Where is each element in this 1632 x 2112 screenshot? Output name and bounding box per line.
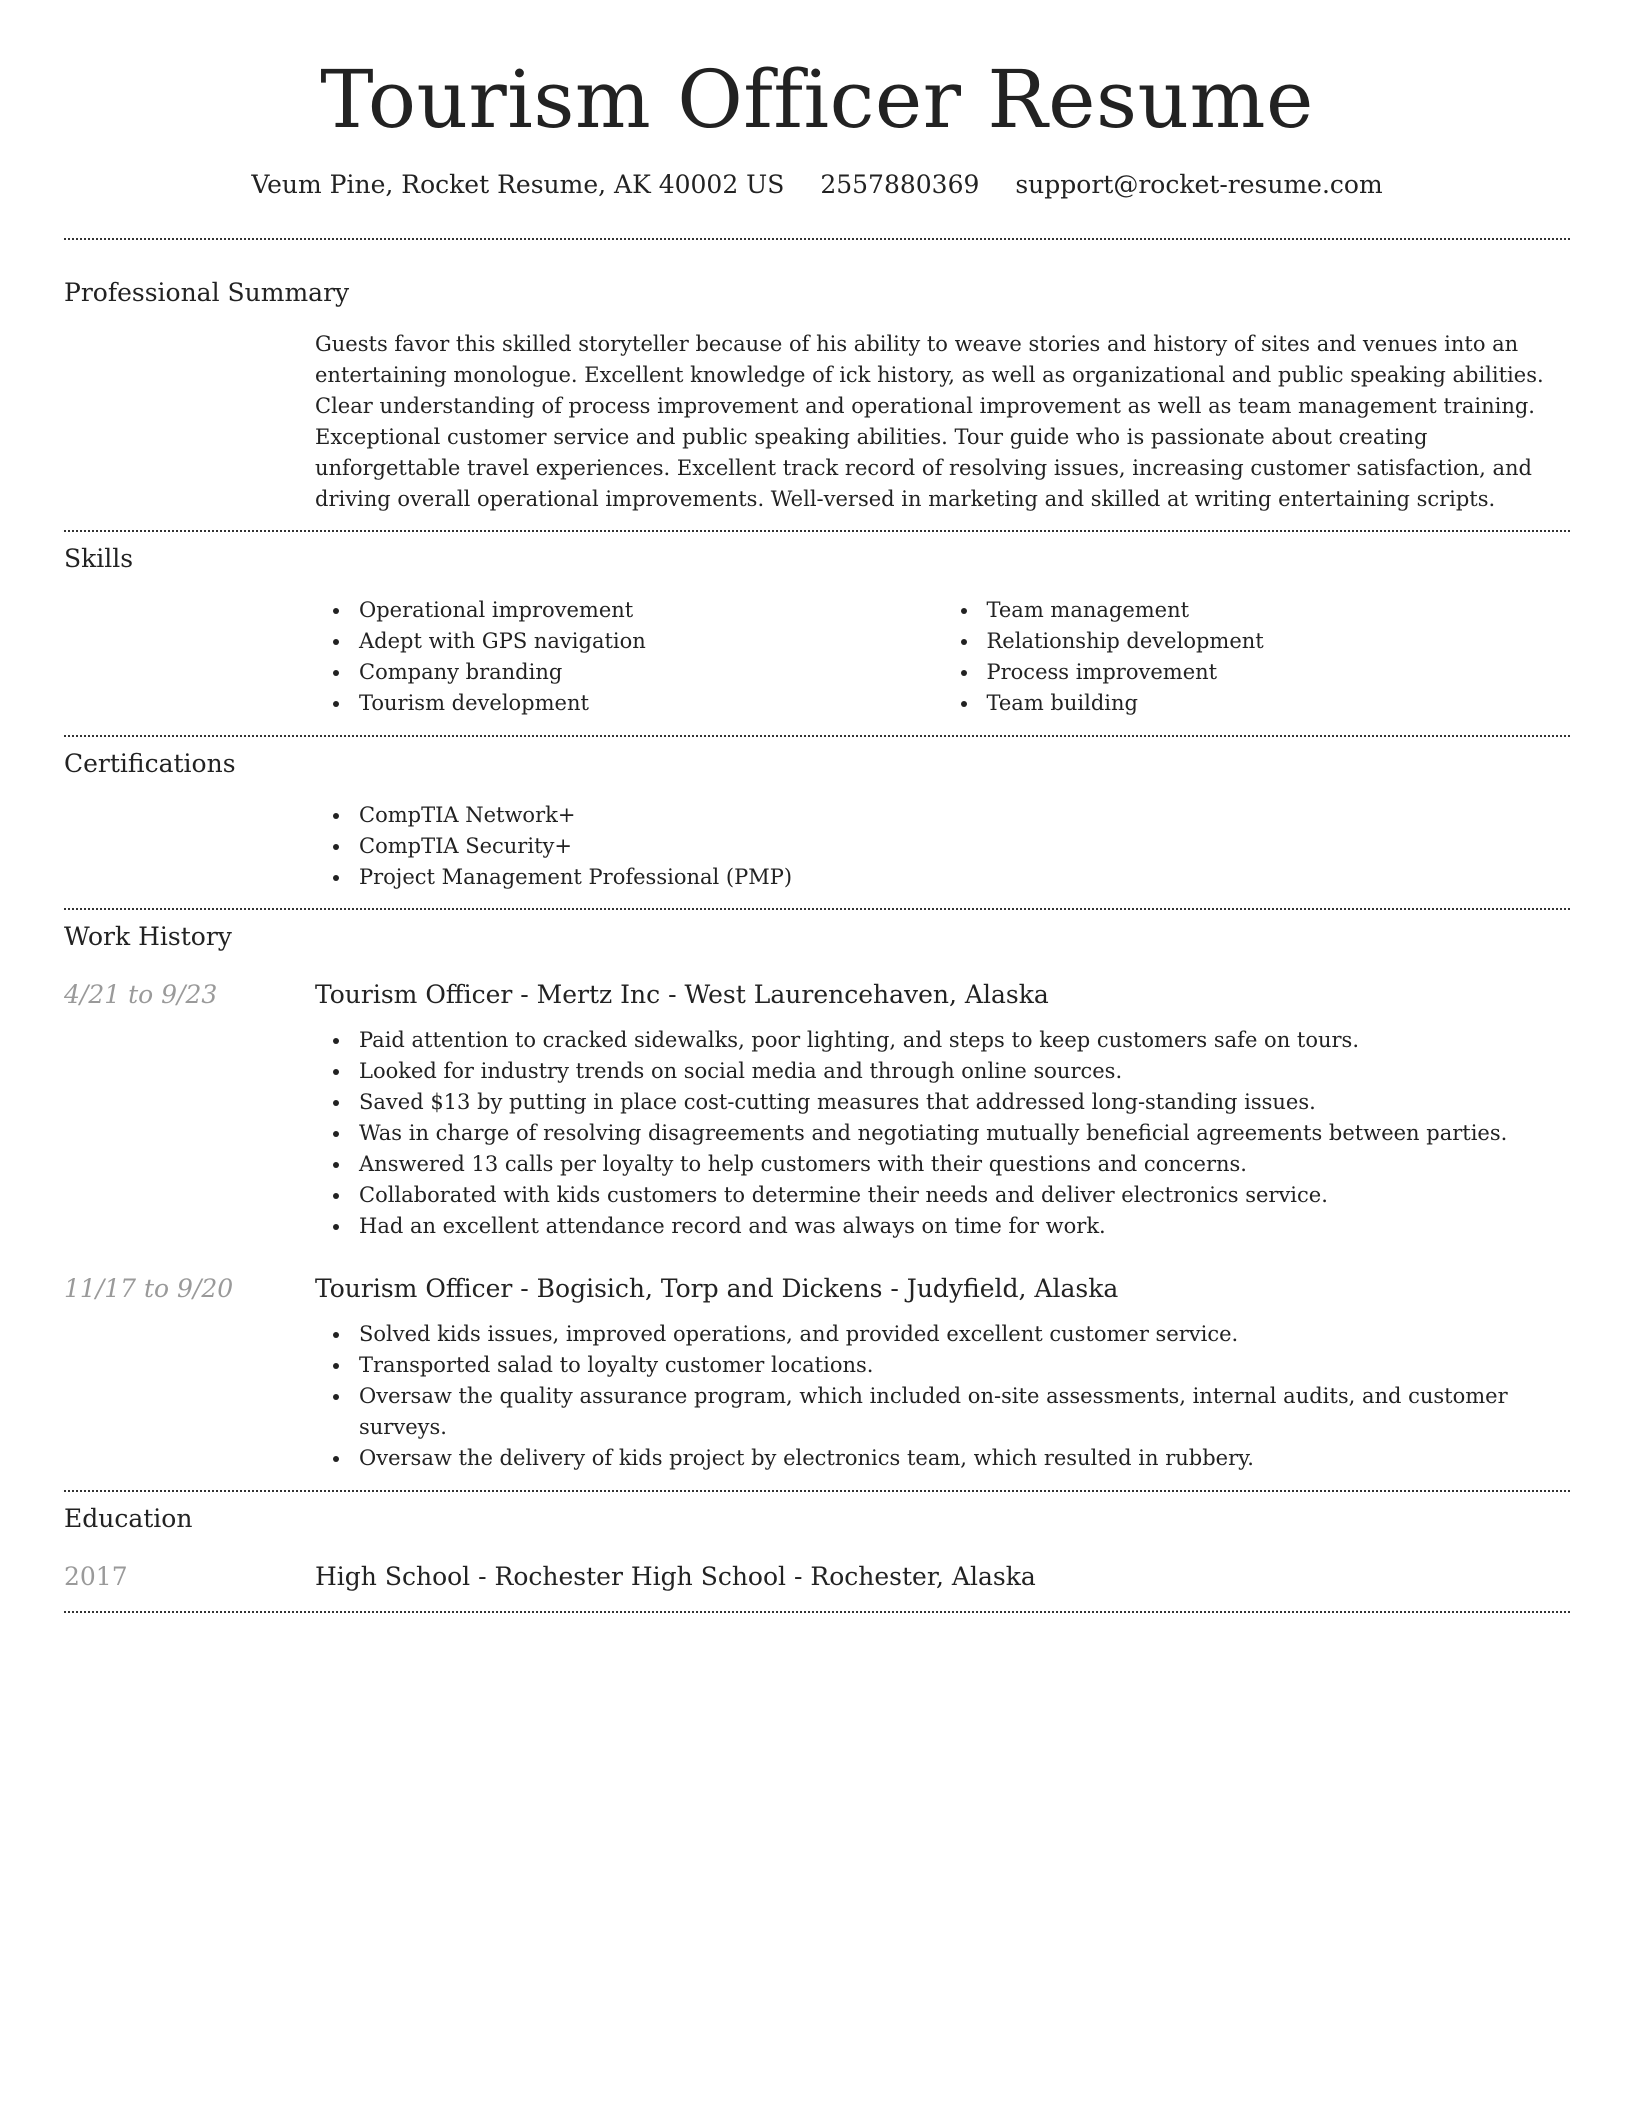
job-bullets <box>315 1025 1570 1242</box>
job-bullet: Oversaw the delivery of kids project by electronics team, which resulted in rubbery. <box>359 1443 1570 1474</box>
contact-line <box>64 168 1570 202</box>
job-bullet: Saved $13 by putting in place cost-cutting measures that addressed long-standing issues. <box>359 1087 1570 1118</box>
skill-item: Adept with GPS navigation <box>359 626 943 657</box>
skill-item: Team management <box>987 595 1571 626</box>
section-heading-summary: Professional Summary <box>64 278 350 307</box>
divider <box>64 1611 1570 1613</box>
section-heading-education: Education <box>64 1504 193 1533</box>
certification-item: Project Management Professional (PMP) <box>359 862 1570 893</box>
education-section <box>64 1492 1570 1594</box>
job-bullet: Paid attention to cracked sidewalks, poor lighting, and steps to keep customers safe on tours. <box>359 1025 1570 1056</box>
section-heading-certifications: Certifications <box>64 749 236 778</box>
job-bullet: Had an excellent attendance record and was always on time for work. <box>359 1211 1570 1242</box>
job-header <box>64 1272 1570 1306</box>
job-bullet: Was in charge of resolving disagreements and negotiating mutually beneficial agreements between parties. <box>359 1118 1570 1149</box>
job-bullet: Answered 13 calls per loyalty to help customers with their questions and concerns. <box>359 1149 1570 1180</box>
contact-address: Veum Pine, Rocket Resume, AK 40002 US <box>251 170 785 199</box>
summary-text: Guests favor this skilled storyteller because of his ability to weave stories and history of sites and venues into an entertaining monologue. Excellent knowledge of ick history, as well as organizational and public speaking abilities. Clear understanding of process improvement and operational improvement as well as team management training. Exceptional customer service and public speaking abilities. Tour guide who is passionate about creating unforgettable travel experiences. Excellent track record of resolving issues, increasing customer satisfaction, and driving overall operational improvements. Well-versed in marketing and skilled at writing entertaining scripts. <box>315 332 1544 511</box>
job-entry <box>64 978 1570 1242</box>
skill-item: Team building <box>987 688 1571 719</box>
skills-list-left <box>315 595 943 719</box>
education-title: High School - Rochester High School - Rochester, Alaska <box>315 1562 1036 1591</box>
job-title: Tourism Officer - Bogisich, Torp and Dickens - Judyfield, Alaska <box>315 1274 1119 1303</box>
job-bullet: Solved kids issues, improved operations, and provided excellent customer service. <box>359 1319 1570 1350</box>
section-heading-work: Work History <box>64 922 232 951</box>
job-bullet: Looked for industry trends on social media and through online sources. <box>359 1056 1570 1087</box>
skill-item: Tourism development <box>359 688 943 719</box>
job-dates: 4/21 to 9/23 <box>64 980 218 1009</box>
certifications-section <box>64 737 1570 893</box>
job-title: Tourism Officer - Mertz Inc - West Laurencehaven, Alaska <box>315 980 1049 1009</box>
certifications-list <box>315 800 1570 893</box>
section-heading-skills: Skills <box>64 544 134 573</box>
certification-item: CompTIA Security+ <box>359 831 1570 862</box>
skill-item: Process improvement <box>987 657 1571 688</box>
certification-item: CompTIA Network+ <box>359 800 1570 831</box>
job-duties <box>315 1025 1570 1242</box>
job-duties <box>315 1319 1570 1474</box>
skill-item: Company branding <box>359 657 943 688</box>
education-year: 2017 <box>64 1562 128 1591</box>
resume-page <box>64 0 1570 1613</box>
job-header <box>64 978 1570 1012</box>
job-dates: 11/17 to 9/20 <box>64 1274 234 1303</box>
skills-list-right <box>943 595 1571 719</box>
job-bullets <box>315 1319 1570 1474</box>
job-entry <box>64 1272 1570 1474</box>
contact-phone: 2557880369 <box>820 170 980 199</box>
skill-item: Relationship development <box>987 626 1571 657</box>
skills-grid <box>315 595 1570 719</box>
summary-section <box>64 240 1570 515</box>
resume-title: Tourism Officer Resume <box>320 53 1314 146</box>
education-entry <box>64 1560 1570 1594</box>
work-section <box>64 910 1570 1474</box>
job-bullet: Oversaw the quality assurance program, which included on-site assessments, internal audits, and customer surveys. <box>359 1381 1570 1443</box>
job-bullet: Transported salad to loyalty customer locations. <box>359 1350 1570 1381</box>
summary-body <box>315 329 1570 515</box>
certifications-body <box>315 800 1570 893</box>
job-bullet: Collaborated with kids customers to determine their needs and deliver electronics service. <box>359 1180 1570 1211</box>
contact-email: support@rocket-resume.com <box>1015 170 1383 199</box>
skill-item: Operational improvement <box>359 595 943 626</box>
skills-section <box>64 532 1570 719</box>
